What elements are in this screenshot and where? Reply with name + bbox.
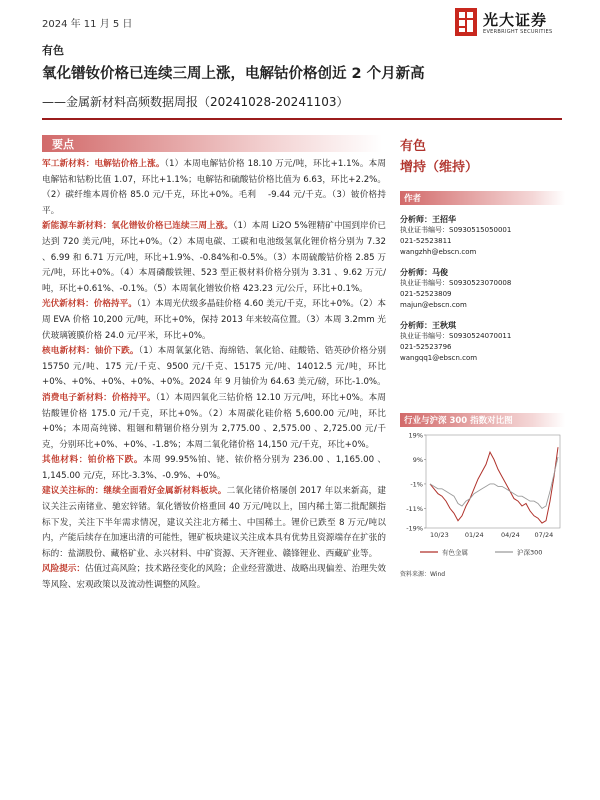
y-tick-label: -19% [406, 524, 423, 533]
paragraph-recommend [42, 484, 386, 562]
paragraph-text: 估值过高风险；技术路径变化的风险；企业经营激进、战略出现偏差、治理失效等风险、宏观政策以及流动性调整的风险。 [42, 564, 386, 591]
x-tick-label: 10/23 [430, 531, 449, 539]
summary-body [42, 157, 386, 594]
logo-subtext: EVERBRIGHT SECURITIES [483, 29, 553, 35]
series-line-csi300 [430, 457, 558, 508]
paragraph-lead: 消费电子新材料：价格持平。 [42, 392, 156, 403]
x-tick-label: 07/24 [534, 531, 554, 539]
sidebar [400, 135, 565, 364]
paragraph-lead: 光伏新材料：价格持平。 [42, 299, 137, 310]
paragraph-text: （1）本周四氧化三钴价格 12.10 万元/吨，环比+0%。本周钴酸锂价格 175.0 元/千克，环比+0%。（2）本周碳化硅价格 5,600.00 元/吨，环比 +0%；本周高纯锑、粗锢和精锢价格分别为 2,775.00 、2,575.00 、2,725.00 元/千克，分别环比+0%、+0%、-1.8%；本周二氧化锗价格 14,150 元/千克，环比+0%。 [42, 392, 386, 450]
rating-label: 增持（维持） [400, 160, 479, 175]
analyst-phone: 021-52523809 [400, 290, 452, 298]
report-title: 氧化镨钕价格已连续三周上涨，电解钴价格创近 2 个月新高 [42, 66, 425, 82]
analyst-phone: 021-52523811 [400, 237, 452, 245]
analyst-name: 分析师：马俊 [400, 268, 448, 277]
index-comparison-chart [400, 430, 565, 565]
logo-text: 光大证券 [483, 11, 548, 29]
y-tick-label: -1% [410, 480, 423, 489]
paragraph-military [42, 157, 386, 219]
chart-source: 资料来源：Wind [400, 571, 446, 578]
analyst-license: 执业证书编号：S0930515050001 [400, 226, 512, 234]
paragraph-lead: 建议关注标的：继续全面看好金属新材料板块。 [42, 486, 227, 497]
x-tick-label: 01/24 [464, 531, 484, 539]
analyst-phone: 021-52523796 [400, 343, 452, 351]
legend-label: 沪深300 [517, 548, 543, 557]
paragraph-other [42, 453, 386, 484]
paragraph-text: 二氧化锗价格屡创 2017 年以来新高，建议关注云南锗业、驰宏锌锗。氧化镨钕价格重回 40 万元/吨以上，国内稀土第二批配额指标下发，关注下半年需求情况，建议关注北方稀土、中国稀土。锂价已跌至 8 万元/吨以内，产能后续存在加速出清的可能性，锂矿板块建议关注成本具有优势且资源端存在扩张的标的：盐湖股份、藏格矿业、永兴材料、中矿资源、天齐锂业、赣锋锂业、西藏矿业等。 [42, 486, 386, 559]
paragraph-consumer [42, 391, 386, 453]
authors-heading-bar [400, 191, 565, 205]
series-line-sector [430, 447, 558, 523]
analyst-card [400, 267, 565, 311]
chart-heading: 行业与沪深 300 指数对比图 [404, 416, 513, 426]
paragraph-text: 本周 99.95%铂、铑、铱价格分别为 236.00 、1,165.00 、1,145.00 元/克，环比-3.3%、-0.9%、+0%。 [42, 455, 386, 481]
y-tick-label: -11% [406, 504, 423, 513]
legend-label: 有色金属 [442, 548, 468, 557]
rating-sector: 有色 [400, 139, 427, 154]
y-tick-label: 19% [408, 431, 423, 440]
paragraph-lead: 其他材料：铂价格下跌。 [42, 455, 144, 466]
sector-label: 有色 [42, 44, 64, 57]
chart-heading-bar [400, 413, 565, 427]
analyst-license: 执业证书编号：S0930523070008 [400, 279, 512, 287]
summary-heading-bar [42, 135, 382, 152]
paragraph-lead: 风险提示： [42, 564, 85, 575]
paragraph-risk [42, 562, 386, 593]
company-logo [455, 8, 585, 38]
paragraph-pv [42, 297, 386, 344]
paragraph-lead: 军工新材料：电解钴价格上涨。 [42, 159, 165, 169]
paragraph-lead: 核电新材料：铀价下跌。 [42, 346, 139, 357]
paragraph-ev [42, 219, 386, 297]
logo-mark-icon [455, 8, 477, 36]
paragraph-nuclear [42, 344, 386, 391]
authors-heading: 作者 [404, 194, 422, 204]
summary-heading: 要点 [52, 138, 74, 151]
report-date: 2024 年 11 月 5 日 [42, 19, 133, 30]
paragraph-text: （1）本周氧氯化锆、海绵锆、氧化铪、硅酸锆、锆英砂价格分别 15750 元/吨、175 元/千克、9500 元/千克、15175 元/吨、14012.5 元/吨，环比+0%、+0%、+0%、+0%、+0%。2024 年 9 月铀价为 64.63 美元/磅，环比-1.0%。 [42, 346, 386, 388]
y-tick-label: 9% [412, 455, 423, 464]
analyst-name: 分析师：王秋琪 [400, 321, 456, 330]
analyst-email[interactable]: wangzhh@ebscn.com [400, 248, 477, 256]
analyst-card [400, 320, 565, 364]
paragraph-text: （1）本周 Li2O 5%锂精矿中国到岸价已达到 720 美元/吨，环比+0%。（2）本周电碳、工碳和电池级氢氧化锂价格分别为 7.32 、6.99 和 6.71 万元/吨，环比+1.9%、-0.84%和-0.5%。（3）本周硫酸钴价格 2.85 万元/吨，环比+0%。（4）本周磷酸铁锂、523 型正极材料价格分别为 3.31 、9.62 万元/吨，环比+0.61%、-0.1%。（5）本周氧化镨钕价格 423.23 元/公斤，环比+0.1%。 [42, 221, 386, 294]
paragraph-text: （1）本周电解钴价格 18.10 万元/吨，环比+1.1%。本周电解钴和钴粉比值 1.07，环比+1.1%；电解钴和硫酸钴价格比值为 6.63，环比+2.2%。（2）碳纤维本周价格 85.0 元/千克，环比+0%。毛利 -9.44 元/千克。（3）铍价格持平。 [42, 159, 386, 216]
analyst-card [400, 214, 565, 258]
analyst-name: 分析师：王招华 [400, 215, 456, 224]
analyst-license: 执业证书编号：S0930524070011 [400, 332, 512, 340]
analyst-email[interactable]: wangqq1@ebscn.com [400, 354, 478, 362]
paragraph-text: （1）本周光伏级多晶硅价格 4.60 美元/千克，环比+0%。（2）本周 EVA 价格 10,200 元/吨，环比+0%，保持 2013 年来较高位置。（3）本周 3.2mm 光伏玻璃镀膜价格 24.0 元/平米，环比+0%。 [42, 299, 386, 341]
x-tick-label: 04/24 [501, 531, 520, 539]
title-divider [42, 118, 562, 120]
paragraph-lead: 新能源车新材料：氧化镨钕价格已连续三周上涨。 [42, 221, 234, 232]
report-subtitle: ——金属新材料高频数据周报（20241028-20241103） [42, 95, 349, 109]
analyst-email[interactable]: majun@ebscn.com [400, 301, 467, 309]
plot-frame [426, 435, 560, 528]
